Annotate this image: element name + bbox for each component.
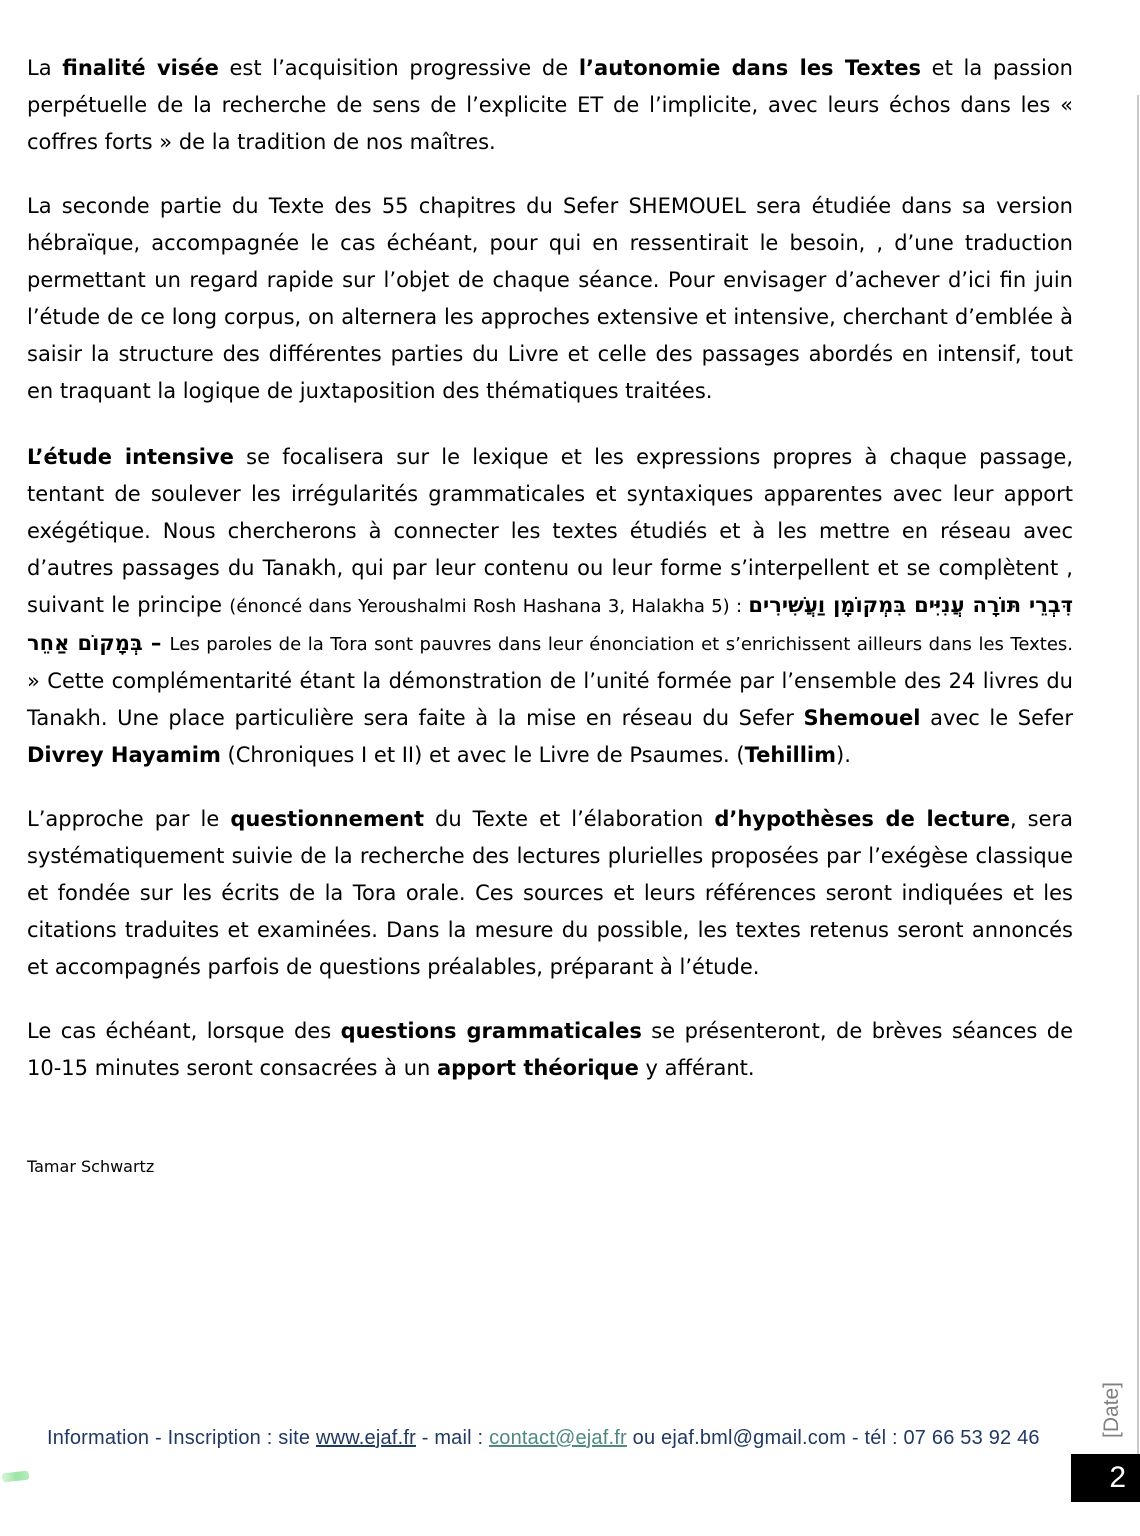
text-run: est l’acquisition progressive de bbox=[218, 56, 579, 80]
email-link[interactable]: contact@ejaf.fr bbox=[489, 1427, 627, 1449]
text-run: se présenteront, de brèves séances de 10-15 minutes seront consacrées à un bbox=[27, 1019, 1073, 1080]
document-body bbox=[27, 50, 1073, 1178]
footer-text: ou ejaf.bml@gmail.com - tél : 07 66 53 92 46 bbox=[626, 1427, 1040, 1449]
text-run-bold: L’étude intensive bbox=[27, 445, 234, 469]
paragraph-questions-grammaticales bbox=[27, 1013, 1073, 1087]
text-run-bold: Tehillim bbox=[744, 743, 837, 767]
text-run: y afférant. bbox=[638, 1056, 755, 1080]
text-run: avec le Sefer bbox=[920, 706, 1073, 730]
text-run: Le cas échéant, lorsque des bbox=[27, 1019, 341, 1043]
paragraph-seconde-partie bbox=[27, 188, 1073, 410]
date-field-text: [Date] bbox=[1100, 1381, 1123, 1439]
date-field-placeholder bbox=[1090, 1368, 1134, 1452]
hebrew-quote: דִּבְרֵי תּוֹרָה עֲנִיִּים בִּמְקוֹמָן וַעֲשִׁירִים בְּמָקוֹם אַחֵר bbox=[27, 593, 1073, 655]
paragraph-approche-questionnement bbox=[27, 801, 1073, 986]
paragraph-etude-intensive bbox=[27, 439, 1073, 774]
text-run: (Chroniques I et II) et avec le Livre de Psaumes. ( bbox=[220, 743, 745, 767]
text-frame-border bbox=[1137, 95, 1139, 1454]
text-run: La seconde partie du Texte des 55 chapitres du Sefer SHEMOUEL sera étudiée dans sa version hébraïque, accompagnée le cas échéant, pour qui en ressentirait le besoin, , d’une traduction permettant un regard rapide sur l’objet de chaque séance. Pour envisager d’achever d’ici fin juin l’étude de ce long corpus, on alternera les approches extensive et intensive, cherchant d’emblée à saisir la structure des différentes parties du Livre et celle des passages abordés en intensif, tout en traquant la logique de juxtaposition des thématiques traitées. bbox=[27, 194, 1073, 403]
text-run-bold: Divrey Hayamim bbox=[27, 743, 221, 767]
text-run-bold: questions grammaticales bbox=[340, 1019, 642, 1043]
text-run-bold: – bbox=[142, 631, 170, 655]
text-run: et la passion perpétuelle de la recherche de sens de l’explicite ET de l’implicite, avec leurs échos dans les « coffres forts » de la tradition de nos maîtres. bbox=[27, 56, 1073, 154]
footer-contact-line bbox=[47, 1427, 1040, 1450]
signature-author: Tamar Schwartz bbox=[27, 1157, 155, 1176]
page-number-badge bbox=[1071, 1454, 1140, 1502]
text-run: L’approche par le bbox=[27, 807, 231, 831]
text-run: du Texte et l’élaboration bbox=[424, 807, 715, 831]
text-run: » Cette complémentarité étant la démonstration de l’unité formée par l’ensemble des 24 livres du Tanakh. Une place particulière sera faite à la mise en réseau du Sefer bbox=[27, 669, 1073, 730]
text-run-bold: Shemouel bbox=[803, 706, 921, 730]
text-run-small: (énoncé dans Yeroushalmi Rosh Hashana 3, Halakha 5) : bbox=[229, 596, 749, 617]
paragraph-finalite bbox=[27, 50, 1073, 161]
text-run-bold: questionnement bbox=[230, 807, 424, 831]
text-run-bold: finalité visée bbox=[62, 56, 219, 80]
text-run: ). bbox=[836, 743, 851, 767]
text-run: se focalisera sur le lexique et les expressions propres à chaque passage, tentant de soulever les irrégularités grammaticales et syntaxiques apparentes avec leur apport exégétique. Nous chercherons à connecter les textes étudiés et à les mettre en réseau avec d’autres passages du Tanakh, qui par leur contenu ou leur forme s’interpellent et se complètent , suivant le principe bbox=[27, 445, 1073, 617]
text-run-bold: d’hypothèses de lecture bbox=[714, 807, 1010, 831]
page-number: 2 bbox=[1109, 1461, 1126, 1494]
website-link[interactable]: www.ejaf.fr bbox=[315, 1427, 416, 1449]
footer-text: Information - Inscription : site bbox=[47, 1427, 316, 1449]
text-run: , sera systématiquement suivie de la recherche des lectures plurielles proposées par l’exégèse classique et fondée sur les écrits de la Tora orale. Ces sources et leurs références seront indiquées et les citations traduites et examinées. Dans la mesure du possible, les textes retenus seront annoncés et accompagnés parfois de questions préalables, préparant à l’étude. bbox=[27, 807, 1074, 979]
text-run-bold: l’autonomie dans les Textes bbox=[578, 56, 921, 80]
text-run-bold: apport théorique bbox=[437, 1056, 639, 1080]
text-run-small: Les paroles de la Tora sont pauvres dans leur énonciation et s’enrichissent ailleurs dans les Textes. bbox=[169, 634, 1074, 655]
green-highlight-mark bbox=[2, 1471, 30, 1483]
text-run: La bbox=[27, 56, 63, 80]
footer-text: - mail : bbox=[415, 1427, 490, 1449]
